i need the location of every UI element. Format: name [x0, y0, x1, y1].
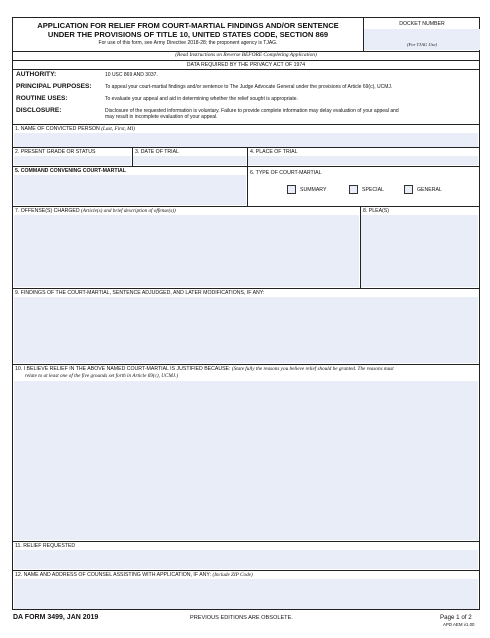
field-4-label: 4. PLACE OF TRIAL — [250, 149, 298, 155]
field-7-hint: (Article(s) and brief description of offense(s)) — [81, 208, 176, 214]
authority-text: 10 USC 869 AND 3037. — [105, 72, 158, 78]
field-6-label: 6. TYPE OF COURT-MARTIAL — [250, 170, 322, 176]
general-checkbox[interactable] — [404, 185, 413, 194]
disclosure-text-line1: Disclosure of the requested information is voluntary. Failure to provide complete information may delay evaluation of your appeal and — [105, 108, 399, 114]
routine-uses-label: ROUTINE USES: — [16, 95, 68, 102]
present-grade-field[interactable] — [14, 156, 131, 165]
principal-purposes-label: PRINCIPAL PURPOSES: — [16, 83, 92, 90]
place-of-trial-field[interactable] — [248, 156, 478, 165]
field-10-hint: (State fully the reasons you believe relief should be granted. The reasons must — [231, 366, 394, 372]
field-3-label: 3. DATE OF TRIAL — [135, 149, 179, 155]
obsolete-notice: PREVIOUS EDITIONS ARE OBSOLETE. — [190, 615, 293, 621]
command-convening-field[interactable] — [14, 175, 246, 205]
special-checkbox[interactable] — [349, 185, 358, 194]
general-label: GENERAL — [417, 187, 442, 193]
instructions-note: (Read Instructions on Reverse BEFORE Completing Application) — [175, 52, 317, 58]
form-title-line2: UNDER THE PROVISIONS OF TITLE 10, UNITED STATES CODE, SECTION 869 — [47, 30, 329, 39]
relief-justification-field[interactable] — [14, 381, 478, 540]
form-number: DA FORM 3499, JAN 2019 — [13, 614, 99, 621]
field-5-label: 5. COMMAND CONVENING COURT-MARTIAL — [15, 168, 126, 174]
field-11-label: 11. RELIEF REQUESTED — [15, 543, 76, 549]
privacy-act-heading: DATA REQUIRED BY THE PRIVACY ACT OF 1974 — [186, 62, 306, 68]
field-8-label: 8. PLEA(S) — [363, 208, 389, 214]
page-number: Page 1 of 2 — [440, 614, 472, 621]
routine-uses-text: To evaluate your appeal and aid in determining whether the relief sought is appropriate. — [105, 96, 298, 102]
field-2-label: 2. PRESENT GRADE OR STATUS — [15, 149, 96, 155]
field-1-label: 1. NAME OF CONVICTED PERSON (Last, First, MI) — [15, 126, 135, 132]
findings-field[interactable] — [14, 297, 478, 363]
offenses-charged-field[interactable] — [14, 215, 359, 287]
disclosure-label: DISCLOSURE: — [16, 107, 62, 114]
version-label: APD AEM v1.00 — [443, 622, 475, 627]
field-12-hint: (Include ZIP Code) — [212, 572, 253, 578]
principal-purposes-text: To appeal your court-martial findings and/or sentence to The Judge Advocate General under the provisions of Article 69(c), UCMJ. — [105, 84, 393, 90]
form-subtitle: For use of this form, see Army Directive 2018-28; the proponent agency is TJAG. — [98, 40, 278, 46]
summary-label: SUMMARY — [300, 187, 327, 193]
date-of-trial-field[interactable] — [133, 156, 246, 165]
docket-number-label: DOCKET NUMBER — [399, 21, 445, 27]
field-1-hint: (Last, First, MI) — [101, 126, 135, 132]
field-12-label: 12. NAME AND ADDRESS OF COUNSEL ASSISTING WITH APPLICATION, IF ANY: (Include ZIP Code) — [15, 572, 253, 578]
field-10-hint-line2: relate to at least one of the five grounds set forth in Article 69(c), UCMJ.) — [25, 373, 179, 379]
field-9-label: 9. FINDINGS OF THE COURT-MARTIAL, SENTENCE ADJUDGED, AND LATER MODIFICATIONS, IF ANY: — [15, 290, 265, 296]
authority-label: AUTHORITY: — [16, 71, 57, 78]
name-of-convicted-person-field[interactable] — [14, 133, 478, 147]
relief-requested-field[interactable] — [14, 550, 478, 569]
docket-tjag-note: (For TJAG Use) — [406, 42, 438, 47]
summary-checkbox[interactable] — [287, 185, 296, 194]
form-frame — [12, 17, 480, 610]
form-title-line1: APPLICATION FOR RELIEF FROM COURT-MARTIAL FINDINGS AND/OR SENTENCE — [37, 21, 339, 30]
counsel-name-address-field[interactable] — [14, 579, 478, 609]
disclosure-text-line2: may result in incomplete evaluation of your appeal. — [105, 114, 218, 120]
field-10-label: 10. I BELIEVE RELIEF IN THE ABOVE NAMED COURT-MARTIAL IS JUSTIFIED BECAUSE: (State fully the reasons you believe relief should be granted. The reasons must — [15, 366, 394, 372]
field-7-label: 7. OFFENSE(S) CHARGED (Article(s) and brief description of offense(s)) — [15, 208, 176, 214]
special-label: SPECIAL — [362, 187, 384, 193]
pleas-field[interactable] — [361, 215, 478, 287]
